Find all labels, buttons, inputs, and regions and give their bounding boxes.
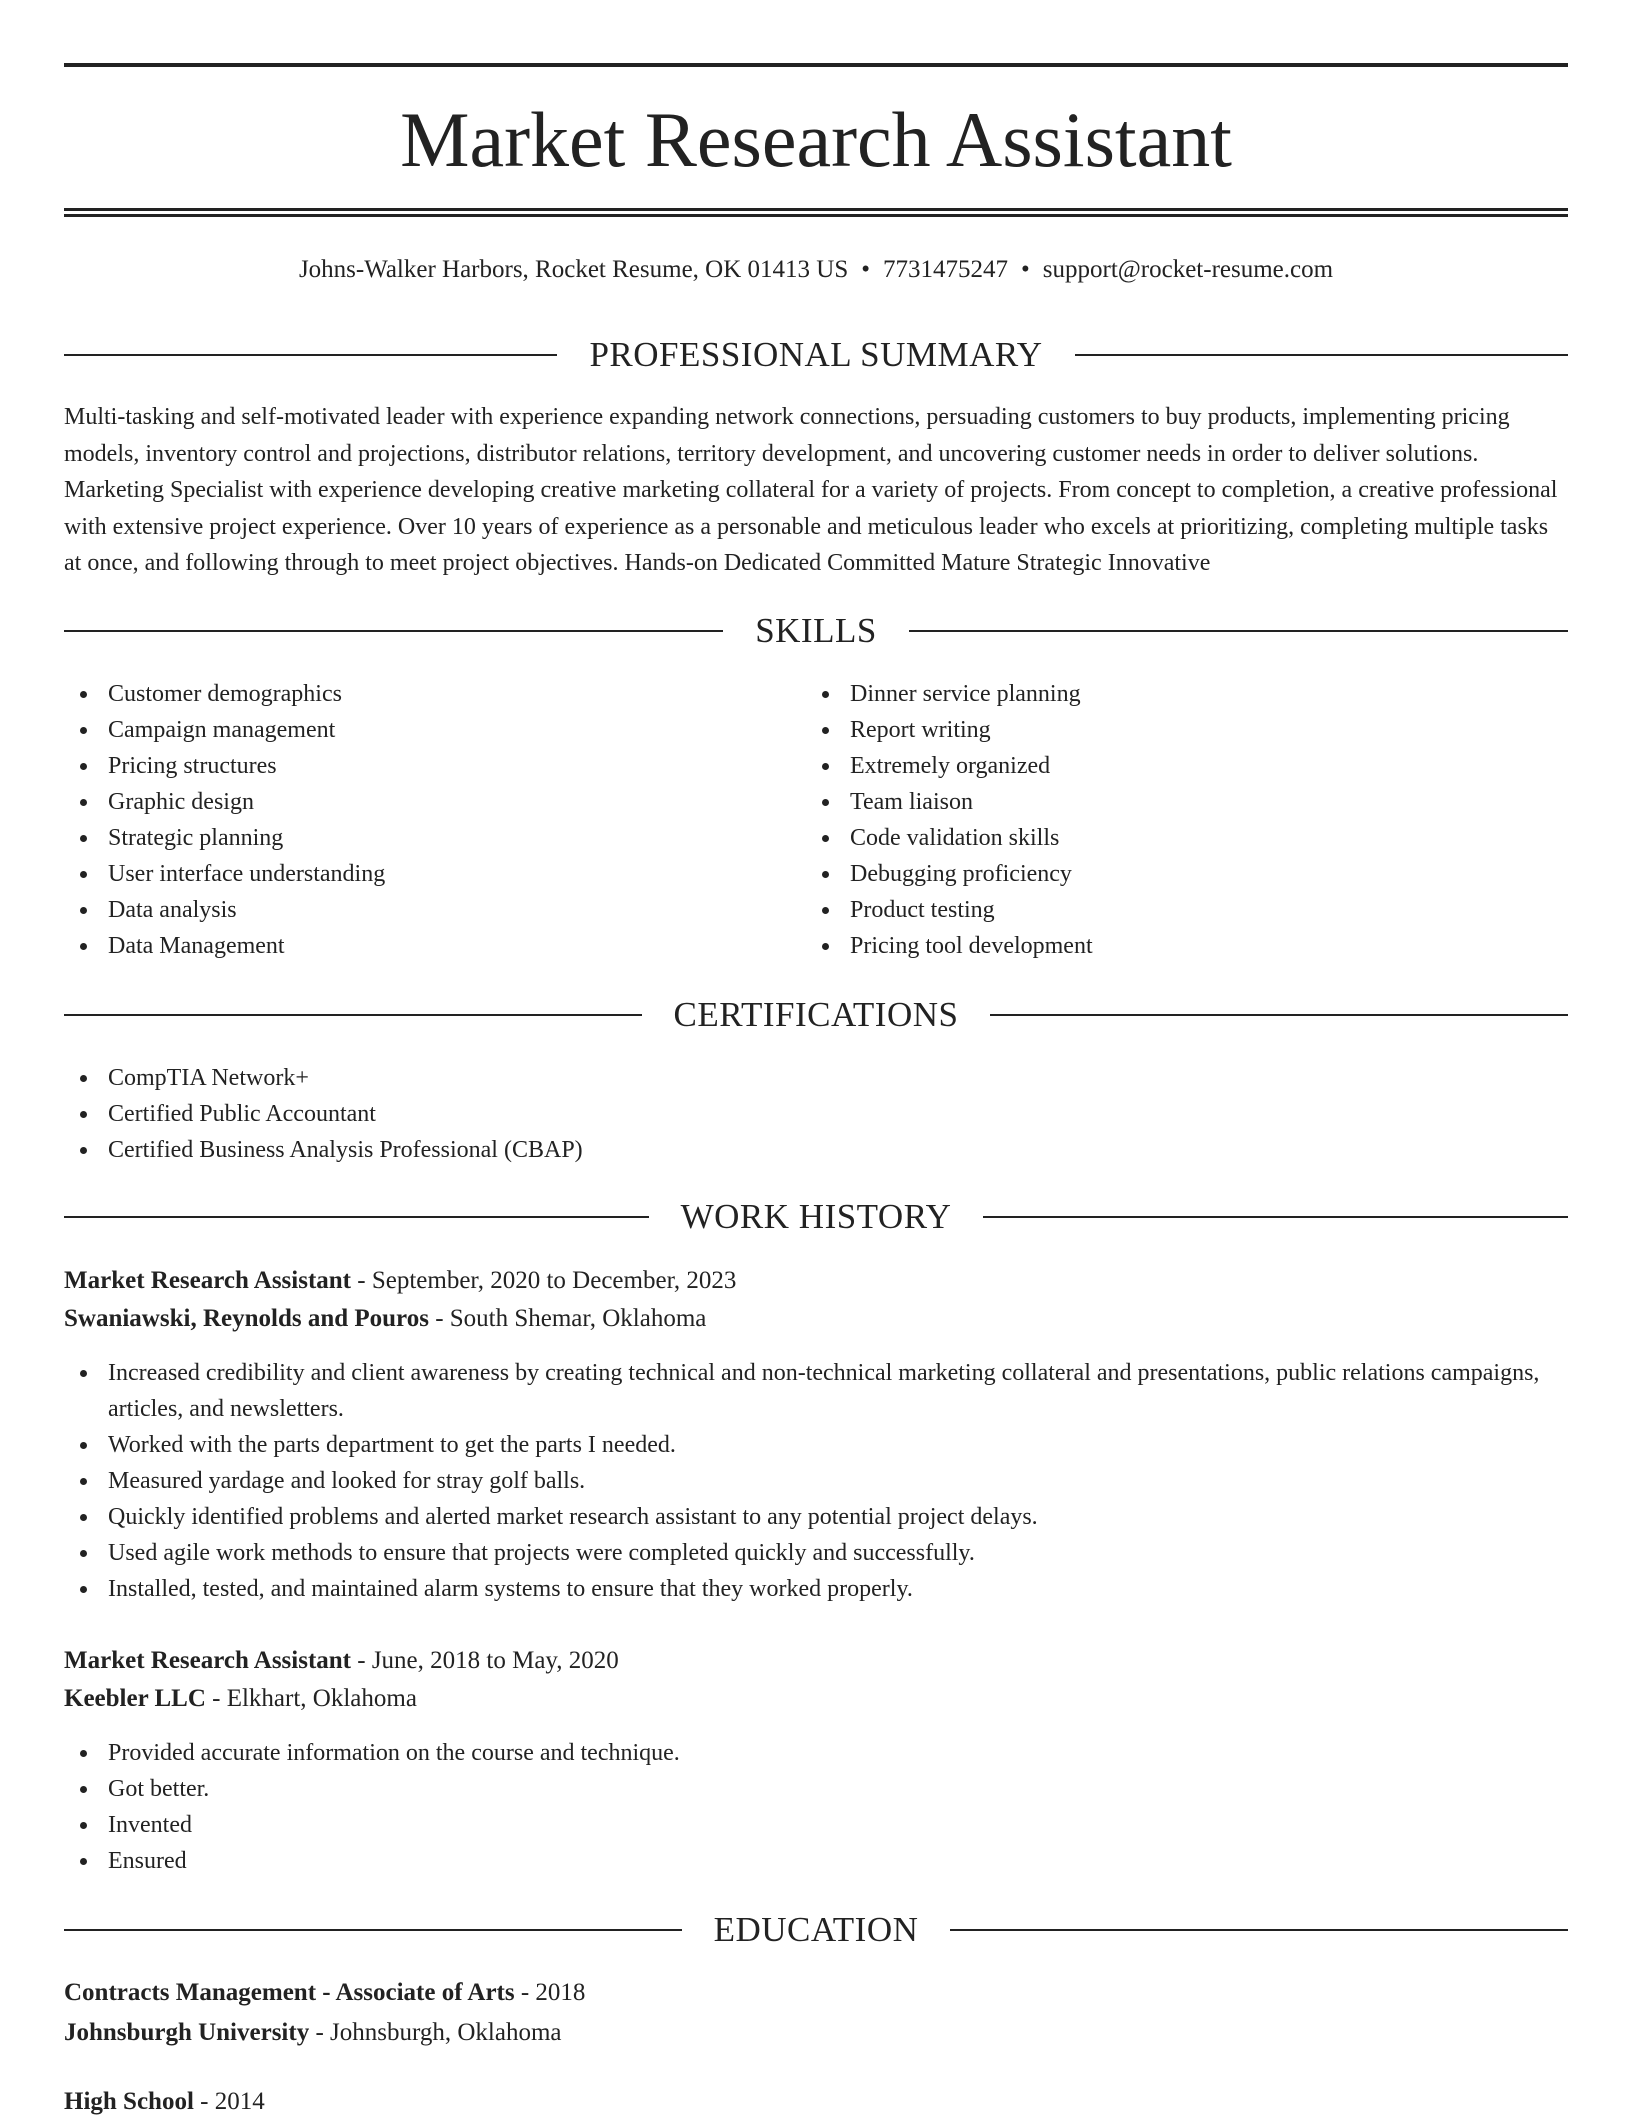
- education-school: Johnsburgh University: [64, 2019, 310, 2046]
- job-bullets: [64, 1735, 1568, 1879]
- skill-item: Team liaison: [806, 784, 1566, 820]
- skill-item: Code validation skills: [806, 820, 1566, 856]
- job-title-line: [64, 1262, 1568, 1300]
- certification-item: Certified Public Accountant: [64, 1096, 1568, 1132]
- candidate-name: Market Research Assistant: [400, 96, 1232, 183]
- job-title: Market Research Assistant: [64, 1267, 351, 1294]
- divider-line: [1075, 354, 1568, 356]
- skill-item: Extremely organized: [806, 748, 1566, 784]
- skill-item: Dinner service planning: [806, 676, 1566, 712]
- summary-title: PROFESSIONAL SUMMARY: [589, 335, 1043, 374]
- work-history-heading: [64, 1195, 1568, 1239]
- summary-text: Multi-tasking and self-motivated leader with experience expanding network connections, persuading customers to buy products, implementing pricing models, inventory control and projections, distributor relations, territory development, and uncovering customer needs in order to deliver solutions. Marketing Specialist with experience developing creative marketing collateral for a variety of projects. From concept to completion, a creative professional with extensive project experience. Over 10 years of experience as a personable and meticulous leader who excels at prioritizing, completing multiple tasks at once, and following through to meet project objectives. Hands-on Dedicated Committed Mature Strategic Innovative: [64, 404, 1558, 576]
- job-dates: - September, 2020 to December, 2023: [357, 1267, 737, 1294]
- work-history-title: WORK HISTORY: [680, 1197, 952, 1236]
- certification-item: Certified Business Analysis Professional (CBAP): [64, 1132, 1568, 1168]
- skill-item: Debugging proficiency: [806, 856, 1566, 892]
- education-heading: [64, 1908, 1568, 1952]
- education-degree: Contracts Management - Associate of Arts: [64, 1979, 515, 2006]
- skill-item: Customer demographics: [64, 676, 804, 712]
- certifications-heading: [64, 993, 1568, 1037]
- job-company-line: [64, 1300, 1568, 1338]
- header-top-rule: [64, 63, 1568, 67]
- job-location: - Elkhart, Oklahoma: [212, 1685, 417, 1712]
- job-title-line: [64, 1642, 1568, 1680]
- certifications-list: [64, 1060, 1568, 1168]
- skills-list-right: [806, 676, 1566, 964]
- divider-line: [64, 1014, 642, 1016]
- skill-item: Pricing structures: [64, 748, 804, 784]
- contact-line: [64, 253, 1568, 287]
- education-school-line: [64, 2014, 1568, 2052]
- job-bullet: Installed, tested, and maintained alarm systems to ensure that they worked properly.: [64, 1571, 1568, 1607]
- education-year: - 2014: [200, 2088, 265, 2115]
- job-title: Market Research Assistant: [64, 1647, 351, 1674]
- skill-item: Graphic design: [64, 784, 804, 820]
- certifications-title: CERTIFICATIONS: [673, 995, 959, 1034]
- job-bullets: [64, 1355, 1568, 1607]
- job-bullet: Provided accurate information on the course and technique.: [64, 1735, 1568, 1771]
- divider-line: [64, 1216, 649, 1218]
- job-bullet: Used agile work methods to ensure that projects were completed quickly and successfully.: [64, 1535, 1568, 1571]
- job-company-line: [64, 1680, 1568, 1718]
- job-bullet: Invented: [64, 1807, 1568, 1843]
- header-double-rule: [64, 208, 1568, 217]
- education-degree: High School: [64, 2088, 194, 2115]
- divider-line: [64, 1929, 682, 1931]
- skills-title: SKILLS: [755, 611, 877, 650]
- skills-heading: [64, 609, 1568, 653]
- skill-item: Data analysis: [64, 892, 804, 928]
- education-degree-line: [64, 1974, 1568, 2012]
- job-bullet: Measured yardage and looked for stray golf balls.: [64, 1463, 1568, 1499]
- skill-item: Pricing tool development: [806, 928, 1566, 964]
- skills-list-left: [64, 676, 804, 964]
- skill-item: Strategic planning: [64, 820, 804, 856]
- education-location: - Johnsburgh, Oklahoma: [315, 2019, 562, 2046]
- contact-phone: 7731475247: [883, 256, 1008, 283]
- education-degree-line: [64, 2083, 1568, 2121]
- divider-line: [950, 1929, 1568, 1931]
- skill-item: Data Management: [64, 928, 804, 964]
- job-bullet: Got better.: [64, 1771, 1568, 1807]
- education-year: - 2018: [520, 1979, 586, 2006]
- job-location: - South Shemar, Oklahoma: [435, 1305, 707, 1332]
- skill-item: Product testing: [806, 892, 1566, 928]
- job-bullet: Quickly identified problems and alerted market research assistant to any potential project delays.: [64, 1499, 1568, 1535]
- job-bullet: Increased credibility and client awareness by creating technical and non-technical marketing collateral and presentations, public relations campaigns, articles, and newsletters.: [64, 1355, 1568, 1427]
- skill-item: Campaign management: [64, 712, 804, 748]
- job-bullet: Worked with the parts department to get the parts I needed.: [64, 1427, 1568, 1463]
- certification-item: CompTIA Network+: [64, 1060, 1568, 1096]
- divider-line: [983, 1216, 1568, 1218]
- job-dates: - June, 2018 to May, 2020: [357, 1647, 619, 1674]
- divider-line: [909, 630, 1568, 632]
- contact-email: support@rocket-resume.com: [1042, 256, 1334, 283]
- skill-item: User interface understanding: [64, 856, 804, 892]
- contact-separator: •: [861, 256, 870, 283]
- education-title: EDUCATION: [713, 1910, 919, 1949]
- divider-line: [64, 354, 557, 356]
- job-company: Keebler LLC: [64, 1685, 206, 1712]
- divider-line: [990, 1014, 1568, 1016]
- summary-heading: [64, 333, 1568, 377]
- contact-address: Johns-Walker Harbors, Rocket Resume, OK 01413 US: [298, 256, 849, 283]
- job-bullet: Ensured: [64, 1843, 1568, 1879]
- contact-separator: •: [1021, 256, 1030, 283]
- divider-line: [64, 630, 723, 632]
- skill-item: Report writing: [806, 712, 1566, 748]
- job-company: Swaniawski, Reynolds and Pouros: [64, 1305, 429, 1332]
